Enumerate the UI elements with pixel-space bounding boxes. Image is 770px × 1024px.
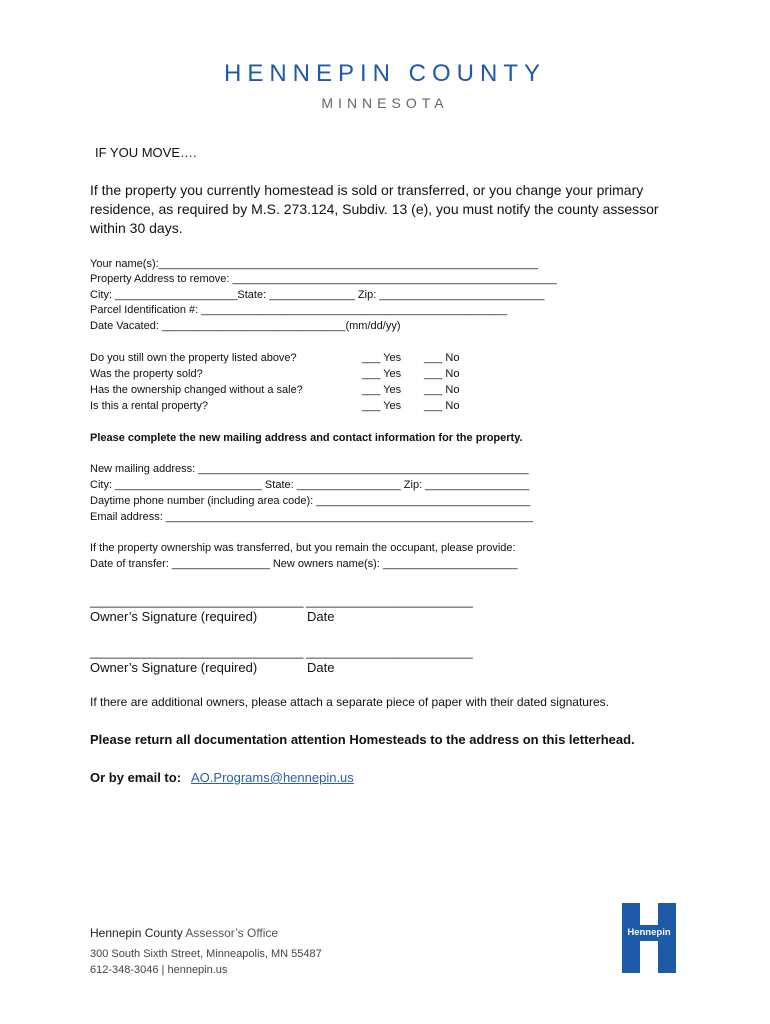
question-still-own: Do you still own the property listed above?	[90, 352, 297, 364]
date-vacated-field[interactable]: Date Vacated: ______________________________(mm/dd/yy)	[90, 320, 401, 332]
question-rental: Is this a rental property?	[90, 400, 209, 412]
question-sold: Was the property sold?	[90, 368, 203, 380]
signature-line[interactable]: ________________________________	[90, 645, 304, 659]
county-logo-title: HENNEPIN COUNTY	[223, 60, 547, 87]
footer-office-name: Assessor’s Office	[185, 926, 279, 940]
your-names-field[interactable]: Your name(s):______________________________________________________________	[90, 258, 538, 270]
signature-line[interactable]: ________________________________	[90, 594, 304, 608]
no-option[interactable]: ___ No	[424, 384, 460, 396]
email-link[interactable]: AO.Programs@hennepin.us	[191, 770, 354, 785]
intro-paragraph-line-2: residence, as required by M.S. 273.124, Subdiv. 13 (e), you must notify the county assessor	[90, 201, 659, 217]
new-address-field[interactable]: New mailing address: ______________________________________________________	[90, 463, 529, 475]
intro-paragraph-line-3: within 30 days.	[90, 220, 183, 236]
yes-option[interactable]: ___ Yes	[362, 368, 402, 380]
return-instruction: Please return all documentation attention Homesteads to the address on this letterhead.	[90, 732, 635, 747]
no-option[interactable]: ___ No	[424, 352, 460, 364]
mailing-heading: Please complete the new mailing address and contact information for the property.	[90, 432, 523, 444]
yes-option[interactable]: ___ Yes	[362, 384, 402, 396]
footer-contact: 612-348-3046 | hennepin.us	[90, 964, 228, 976]
intro-heading: IF YOU MOVE….	[95, 145, 197, 160]
date-line[interactable]: _________________________	[306, 594, 473, 608]
footer-office	[90, 926, 278, 940]
no-option[interactable]: ___ No	[424, 400, 460, 412]
transfer-instruction: If the property ownership was transferred, but you remain the occupant, please provide:	[90, 542, 516, 554]
signature-label: Owner’s Signature (required)	[90, 660, 258, 675]
intro-paragraph-line-1: If the property you currently homestead is sold or transferred, or you change your primary	[90, 182, 644, 198]
signature-label: Owner’s Signature (required)	[90, 609, 258, 624]
date-label: Date	[307, 660, 335, 675]
transfer-fields[interactable]: Date of transfer: ________________ New owners name(s): ______________________	[90, 558, 518, 570]
question-ownership-changed: Has the ownership changed without a sale?	[90, 384, 303, 396]
city-state-zip-field[interactable]: City: ____________________State: ______________ Zip: ___________________________	[90, 289, 545, 301]
yes-option[interactable]: ___ Yes	[362, 352, 402, 364]
hennepin-logo-text: Hennepin	[627, 927, 671, 938]
email-field[interactable]: Email address: ____________________________________________________________	[90, 511, 533, 523]
phone-field[interactable]: Daytime phone number (including area code): ___________________________________	[90, 495, 531, 507]
email-prefix: Or by email to:	[90, 770, 182, 785]
parcel-id-field[interactable]: Parcel Identification #: __________________________________________________	[90, 304, 508, 316]
no-option[interactable]: ___ No	[424, 368, 460, 380]
new-city-state-zip-field[interactable]: City: ________________________ State: _________________ Zip: _________________	[90, 479, 530, 491]
footer-org: Hennepin County	[90, 926, 183, 940]
date-label: Date	[307, 609, 335, 624]
date-line[interactable]: _________________________	[306, 645, 473, 659]
additional-owners-note: If there are additional owners, please attach a separate piece of paper with their dated signatures.	[90, 695, 609, 709]
footer-address: 300 South Sixth Street, Minneapolis, MN 55487	[90, 948, 322, 960]
county-logo-subtitle: MINNESOTA	[321, 95, 449, 111]
hennepin-h-logo	[622, 903, 676, 973]
yes-option[interactable]: ___ Yes	[362, 400, 402, 412]
property-address-field[interactable]: Property Address to remove: _____________________________________________________	[90, 273, 557, 285]
